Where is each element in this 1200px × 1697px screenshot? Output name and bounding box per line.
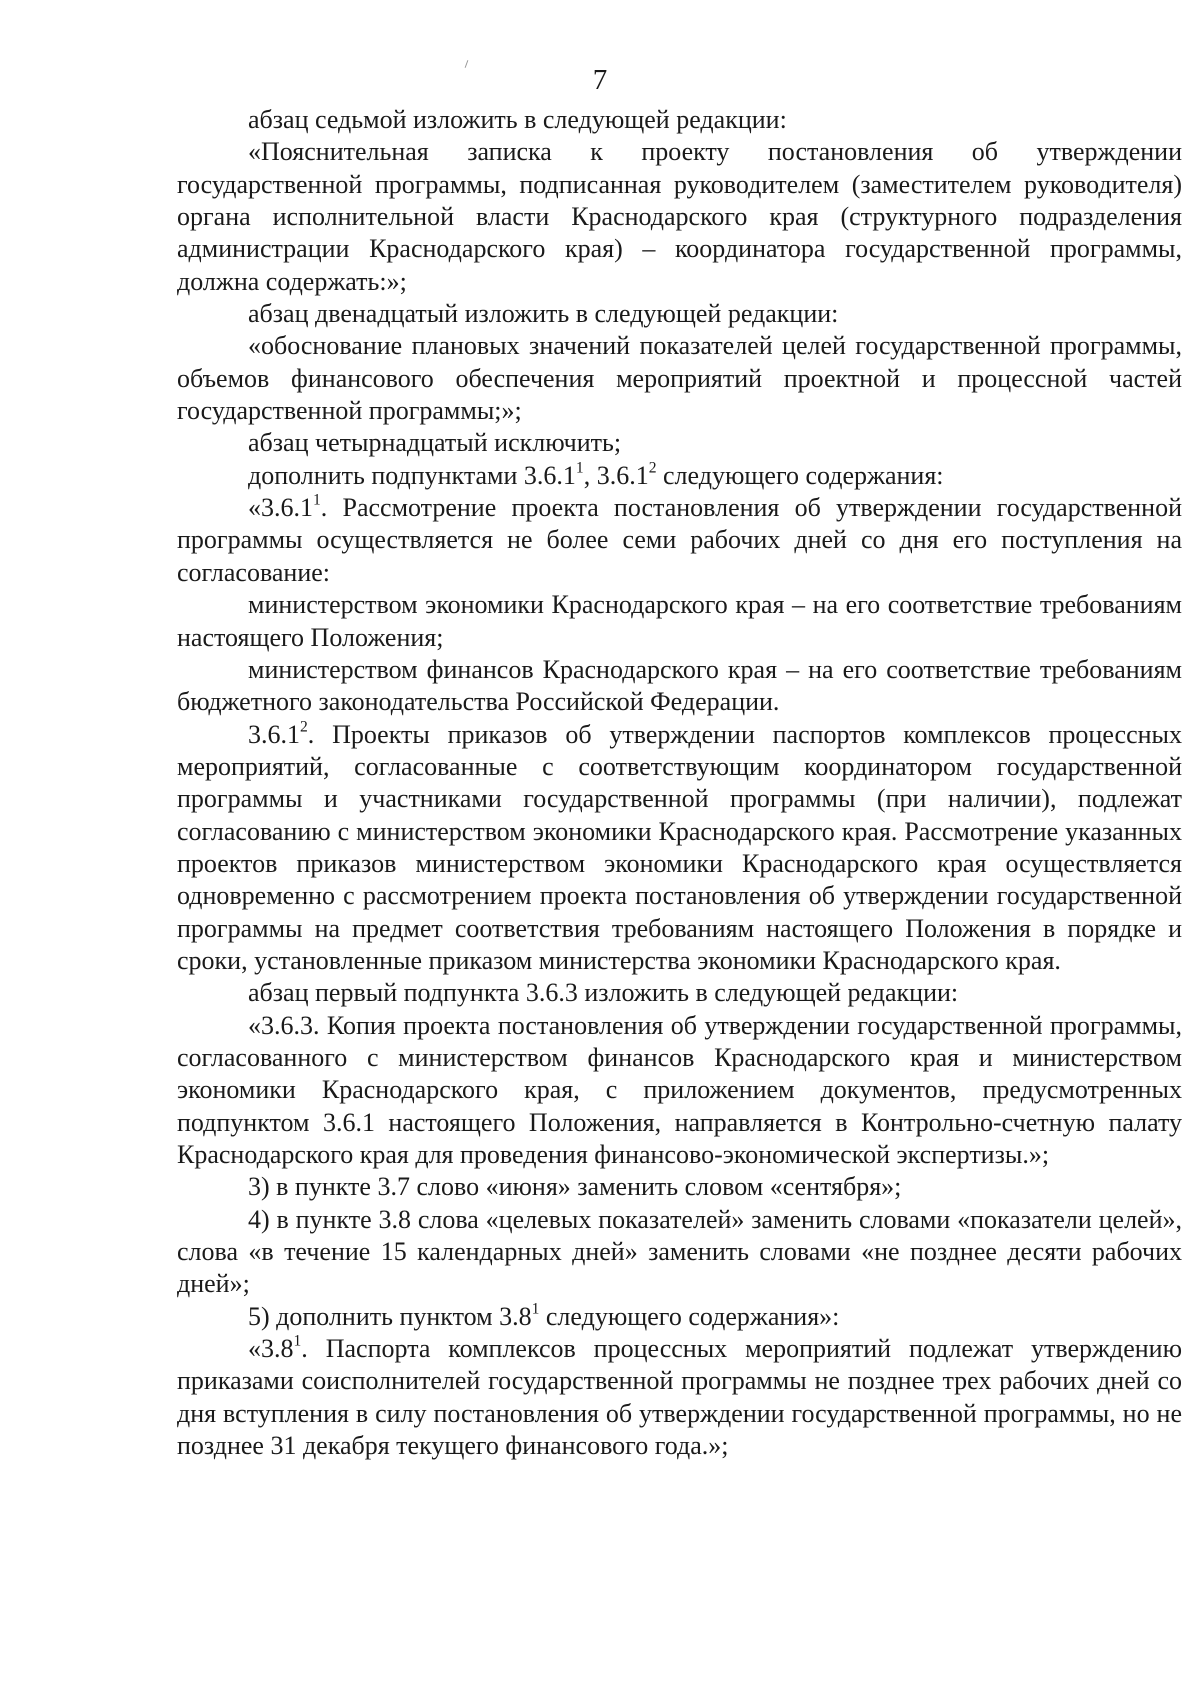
paragraph-1: абзац седьмой изложить в следующей редакции: <box>248 105 787 134</box>
document-body <box>177 104 1182 1462</box>
paragraph-12: «3.6.3. Копия проекта постановления об утверждении государственной программы, согласованного с министерством финансов Краснодарского края и министерством экономики Краснодарского края, с приложением документов, предусмотренных подпунктом 3.6.1 настоящего Положения, направляется в Контрольно-счетную палату Краснодарского края для проведения финансово-экономической экспертизы.»; <box>177 1010 1182 1169</box>
paragraph-8: министерством экономики Краснодарского края – на его соответствие требованиям настоящего Положения; <box>177 590 1182 652</box>
paragraph-4: «обоснование плановых значений показателей целей государственной программы, объемов финансового обеспечения мероприятий проектной и процессной частей государственной программы;»; <box>177 331 1182 426</box>
paragraph-11: абзац первый подпункта 3.6.3 изложить в следующей редакции: <box>248 978 959 1008</box>
paragraph-3: абзац двенадцатый изложить в следующей редакции: <box>248 299 839 329</box>
paragraph-16: «$3.8^1$. Паспорта комплексов процессных мероприятий подлежат утверждению приказами соисполнителей государственной программы не позднее трех рабочих дней со дня вступления в силу постановления об утверждении государственной программы, но не позднее 31 декабря текущего финансового года.»; <box>177 1332 1182 1461</box>
paragraph-9: министерством финансов Краснодарского края – на его соответствие требованиям бюджетного законодательства Российской Федерации. <box>177 654 1182 717</box>
paragraph-7: «3.6.1$^1$. Рассмотрение проекта постановления об утверждении государственной программы осуществляется не более семи рабочих дней со дня его поступления на согласование: <box>177 491 1182 587</box>
superscript: 1 <box>531 1300 540 1318</box>
paragraph-14: 4) в пункте 3.8 слова «целевых показателей» заменить словами «показатели целей», слова «в течение 15 календарных дней» заменить словами «не позднее десяти рабочих дней»; <box>177 1204 1182 1299</box>
paragraph-6: дополнить подпунктами 3.6.1$^1$, 3.6.1$^2$ следующего содержания: <box>248 459 944 490</box>
paragraph-15: 5) дополнить пунктом $3.8^1$ следующего содержания»: <box>248 1300 840 1331</box>
paragraph-5: абзац четырнадцатый исключить; <box>248 428 622 458</box>
superscript: 1 <box>293 1332 302 1350</box>
paragraph-10: 3.6.1$^2$. Проекты приказов об утверждении паспортов комплексов процессных мероприятий, согласованные с соответствующим координатором государственной программы и участниками государственной программы (при наличии), подлежат согласованию с министерством экономики Краснодарского края. Рассмотрение указанных проектов приказов министерством экономики Краснодарского края осуществляется одновременно с рассмотрением проекта постановления об утверждении государственной программы на предмет соответствия требованиям настоящего Положения в порядке и сроки, установленные приказом министерства экономики Краснодарского края. <box>177 717 1182 975</box>
superscript: 2 <box>300 717 308 735</box>
page-number: 7 <box>592 64 608 96</box>
paragraph-2: «Пояснительная записка к проекту постановления об утверждении государственной программы, подписанная руководителем (заместителем руководителя) органа исполнительной власти Краснодарского края (структурного подразделения администрации Краснодарского края) – координатора государственной программы, должна содержать:»; <box>177 137 1182 296</box>
superscript: 2 <box>648 459 657 477</box>
superscript: 1 <box>575 459 584 477</box>
superscript: 1 <box>313 491 321 509</box>
paragraph-13: 3) в пункте 3.7 слово «июня» заменить словом «сентября»; <box>248 1172 902 1202</box>
